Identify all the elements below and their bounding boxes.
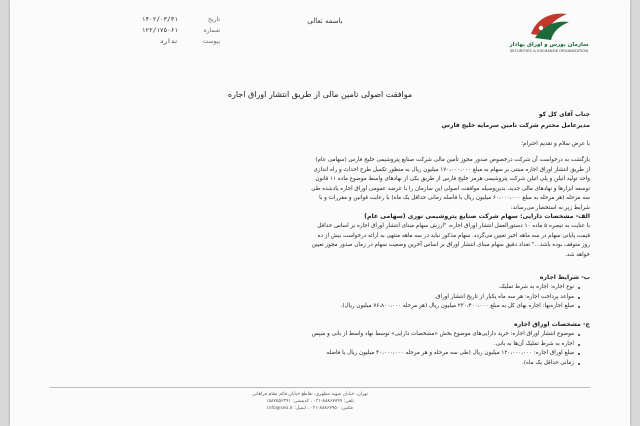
org-name-fa: سازمان بورس و اوراق بهادار	[509, 42, 589, 48]
list-item: موضوع انتشار اوراق اجاره: خرید دارایی‌های موضوع بخش «مشخصات دارایی» توسط نهاد واسط از بانی و سپس	[50, 330, 580, 340]
section-a-line: قیمت پایانی سهام در سه ماهه اخیر تعیین می‌گردد. سهام مذکور نباید در سه ماهه منتهی به ارائه درخواست بیش از ده	[317, 232, 590, 239]
footer-divider	[50, 387, 590, 388]
basmala: باسمه تعالی	[307, 17, 343, 25]
footer-phone: تلفن: ۸۸۸۶۷۸۹۹-۰۲۱ ، کدپستی: ۱۵۸۷۵۵۶۳۹۱	[266, 399, 354, 404]
attachment-label: پیوست	[202, 38, 220, 45]
section-c-title: ج- مشخصات اوراق اجاره	[513, 321, 590, 328]
footer-fax: فکس: ۸۸۸۶۷۹۵۰-۰۲۱ ، ایمیل: info@seo.ir	[267, 406, 353, 411]
document-title: موافقت اصولی تامین مالی از طریق انتشار اوراق اجاره	[227, 90, 413, 99]
section-a-line: روز متوقف بوده باشد..." تعداد دقیق سهام مبنای انتشار اوراق بر اساس آخرین وضعیت سهام در زمان صدور مجوز تعیین	[311, 242, 590, 249]
section-c-body	[50, 330, 590, 368]
org-name-en: SECURITIES & EXCHANGE ORGANIZATION	[509, 49, 589, 53]
greeting: با عرض سلام و تقدیم احترام؛	[521, 141, 590, 147]
intro-line: توسعه ابزارها و نهادهای مالی جدید، بدین‌وسیله موافقت اصولی این سازمان را با عرضه عمومی اوراق اجاره یادشده طی	[311, 185, 590, 192]
intro-line: سه مرحله (هر مرحله به مبلغ ۶۰،۰۰۰،۰۰۰ میلیون ریال با فاصله زمانی حداقل یک ماه) با رعایت قوانین و مقررات و با	[319, 195, 590, 202]
intro-line: بازگشت به درخواست آن شرکت درخصوص صدور مجوز تأمین مالی شرکت صنایع پتروشیمی خلیج فارس (سهامی عام)	[315, 157, 590, 163]
date-value: ۱۴۰۲/۰۳/۳۱	[141, 16, 178, 23]
letter-meta	[100, 14, 220, 47]
list-item: مبلغ اوراق اجاره: ۱۲۰،۰۰۰،۰۰۰ میلیون ریال (طی سه مرحله و هر مرحله ۴۰،۰۰۰،۰۰۰ میلیون ریال با فاصله	[50, 349, 580, 359]
intro-line: از طریق انتشار اوراق اجاره مبتنی بر سهام به مبلغ ۱۷۰،۰۰۰،۰۰۰ میلیون ریال به منظور تکمیل طرح احداث و راه اندازی	[313, 166, 590, 173]
intro-line: شرایط زیر به استحضار می‌رساند:	[510, 204, 590, 211]
letter-page	[10, 0, 630, 426]
footer	[160, 391, 460, 412]
number-label: شماره	[203, 27, 220, 34]
list-item: مبلغ اجاره‌بها: اجاره بهای کل به مبلغ ۲۳۰،۴۰۰،۰۰۰ میلیون ریال (هر مرحله ۷۶،۸۰۰،۰۰۰ میلیون ریال).	[50, 302, 580, 312]
list-item-cont: اجاره به شرط تملیک آن‌ها به بانی.	[50, 340, 580, 350]
section-a-line: با عنایت به تبصره ۵ ماده ۱۰ دستورالعمل انتشار اوراق اجاره، "ارزش سهام مبنای انتشار اوراق اجاره بر اساس حداقل	[317, 223, 590, 229]
section-b-title: ب- شرایط اجاره	[539, 274, 590, 281]
footer-address: تهران، خیابان شهید مطهری، تقاطع خیابان قائم مقام فراهانی	[252, 392, 368, 397]
section-a-title: الف- مشخصات دارایی: سهام شرکت صنایع پتروشیمی نوری (سهامی عام)	[364, 213, 590, 220]
attachment-value: ندارد	[159, 38, 178, 45]
date-row	[100, 14, 220, 25]
intro-paragraph	[50, 156, 590, 214]
list-item: مواعد پرداخت اجاره: هر سه ماه یکبار از تاریخ انتشار اوراق.	[50, 293, 580, 303]
list-item: نوع اجاره: اجاره به شرط تملیک.	[50, 283, 580, 293]
attachment-row	[100, 36, 220, 47]
list-item-cont: زمانی حداقل یک ماه).	[50, 359, 580, 369]
section-b-body	[50, 283, 590, 312]
date-label: تاریخ	[208, 16, 220, 23]
intro-line: واحد تولید اتیلن و پلی اتیلن شرکت پتروشیمی هرمز خلیج فارس از طریق یکی از نهادهای واسط موضوع ماده ۱۱ قانون	[315, 176, 590, 183]
emblem-icon	[527, 8, 571, 42]
addressee-name: جناب آقای کل کو	[538, 111, 590, 118]
section-a-line: خواهد شد.	[565, 251, 590, 258]
org-logo	[504, 8, 594, 68]
addressee-title: مدیرعامل محترم شرکت تامین سرمایه خلیج فارس	[441, 122, 590, 129]
section-a-body	[50, 222, 590, 260]
number-row	[100, 25, 220, 36]
number-value: ۱۲۲/۱۷۵۰۶۱	[141, 27, 178, 34]
